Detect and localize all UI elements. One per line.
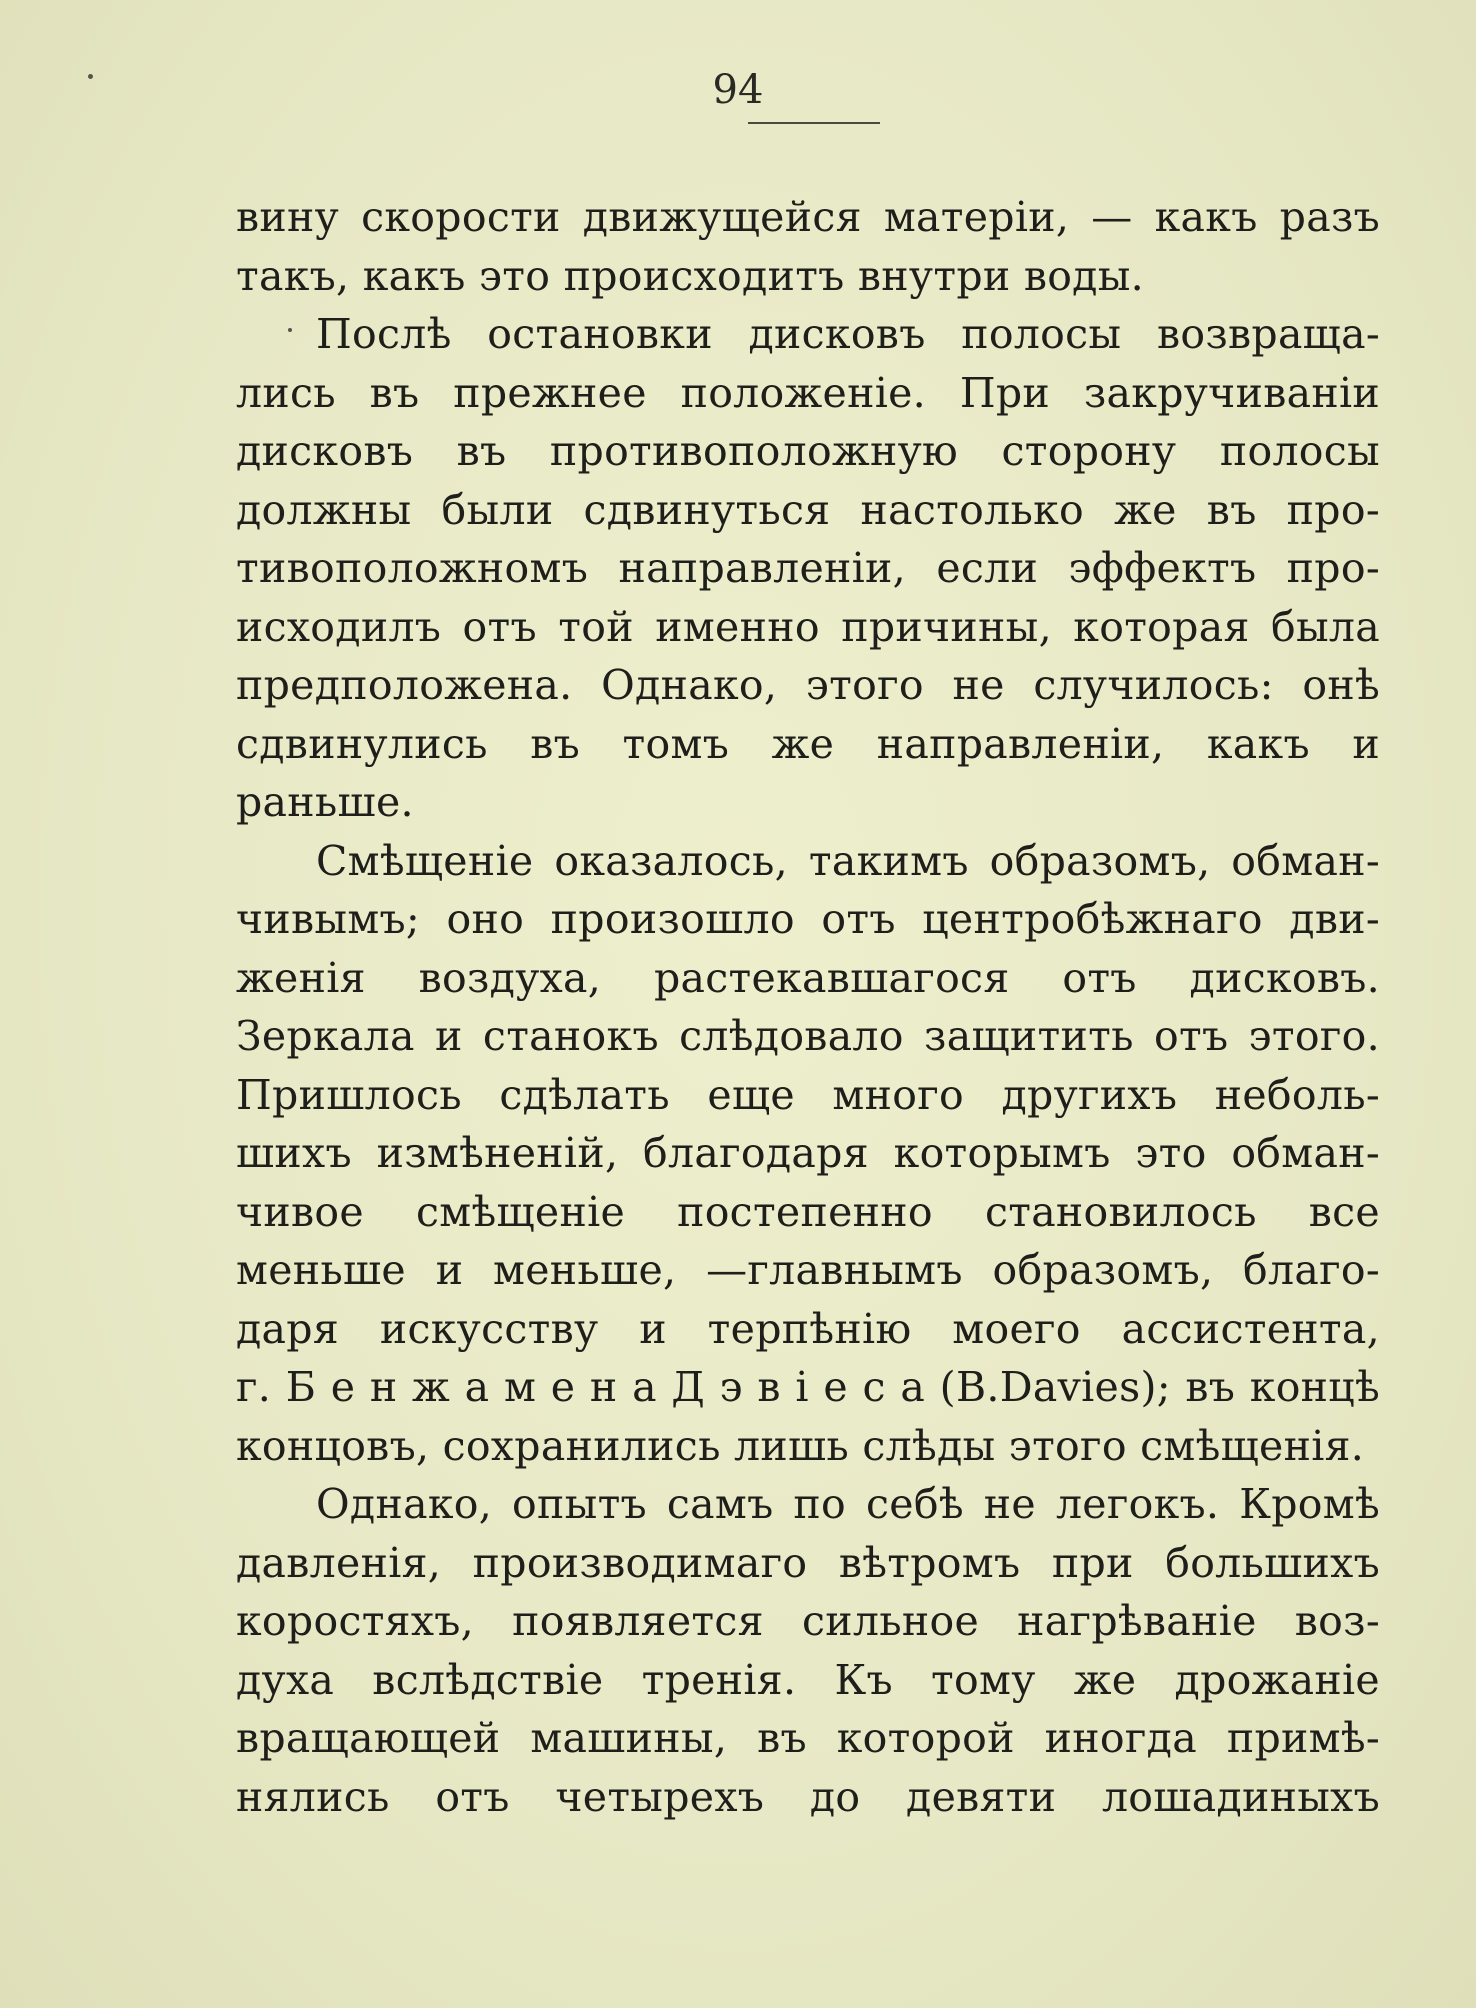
text-line: Зеркала и станокъ слѣдовало защитить отъ этого. — [236, 1012, 1380, 1060]
text-line: тивоположномъ направленіи, если эффектъ про- — [236, 544, 1380, 592]
text-line: вращающей машины, въ которой иногда примѣ- — [236, 1714, 1380, 1762]
text-line: такъ, какъ это происходитъ внутри воды. — [236, 251, 1144, 300]
text-line: раньше. — [236, 778, 414, 826]
text-line: женія воздуха, растекавшагося отъ дисковъ. — [236, 953, 1380, 1002]
text-line: лись въ прежнее положеніе. При закручиваніи — [236, 368, 1380, 417]
text-line: исходилъ отъ той именно причины, которая была — [236, 602, 1380, 651]
paragraph-first-line: Послѣ остановки дисковъ полосы возвраща- — [316, 310, 1380, 358]
text-line: г. Б е н ж а м е н а Д э в і е с а (B.Davies); въ концѣ — [236, 1363, 1380, 1411]
page-number-rule — [748, 122, 880, 124]
paragraph-first-line: Смѣщеніе оказалось, такимъ образомъ, обман- — [316, 836, 1380, 885]
text-line: концовъ, сохранились лишь слѣды этого смѣщенія. — [236, 1421, 1365, 1470]
body-text — [236, 188, 1380, 1826]
text-line: предположена. Однако, этого не случилось: онѣ — [236, 661, 1380, 709]
page-number: 94 — [712, 67, 764, 113]
text-line: сдвинулись въ томъ же направленіи, какъ и — [236, 719, 1380, 768]
text-line: вину скорости движущейся матеріи, — какъ разъ — [236, 193, 1380, 241]
text-line: коростяхъ, появляется сильное нагрѣваніе воз- — [236, 1597, 1380, 1645]
text-line: меньше и меньше, —главнымъ образомъ, благо- — [236, 1246, 1380, 1294]
text-line: духа вслѣдствіе тренія. Къ тому же дрожаніе — [236, 1655, 1380, 1704]
text-line: должны были сдвинуться настолько же въ про- — [236, 485, 1380, 534]
text-line: чивымъ; оно произошло отъ центробѣжнаго дви- — [236, 895, 1380, 943]
text-line: даря искусству и терпѣнію моего ассистента, — [236, 1304, 1380, 1353]
paragraph-first-line: Однако, опытъ самъ по себѣ не легокъ. Кромѣ — [316, 1480, 1380, 1528]
text-line: давленія, производимаго вѣтромъ при большихъ — [236, 1538, 1380, 1587]
text-line: нялись отъ четырехъ до девяти лошадиныхъ — [236, 1772, 1380, 1821]
text-line: Пришлось сдѣлать еще много другихъ неболь- — [236, 1070, 1380, 1119]
text-line: шихъ измѣненій, благодаря которымъ это обман- — [236, 1129, 1380, 1177]
text-line: дисковъ въ противоположную сторону полосы — [236, 427, 1380, 475]
text-line: чивое смѣщеніе постепенно становилось все — [236, 1187, 1380, 1236]
